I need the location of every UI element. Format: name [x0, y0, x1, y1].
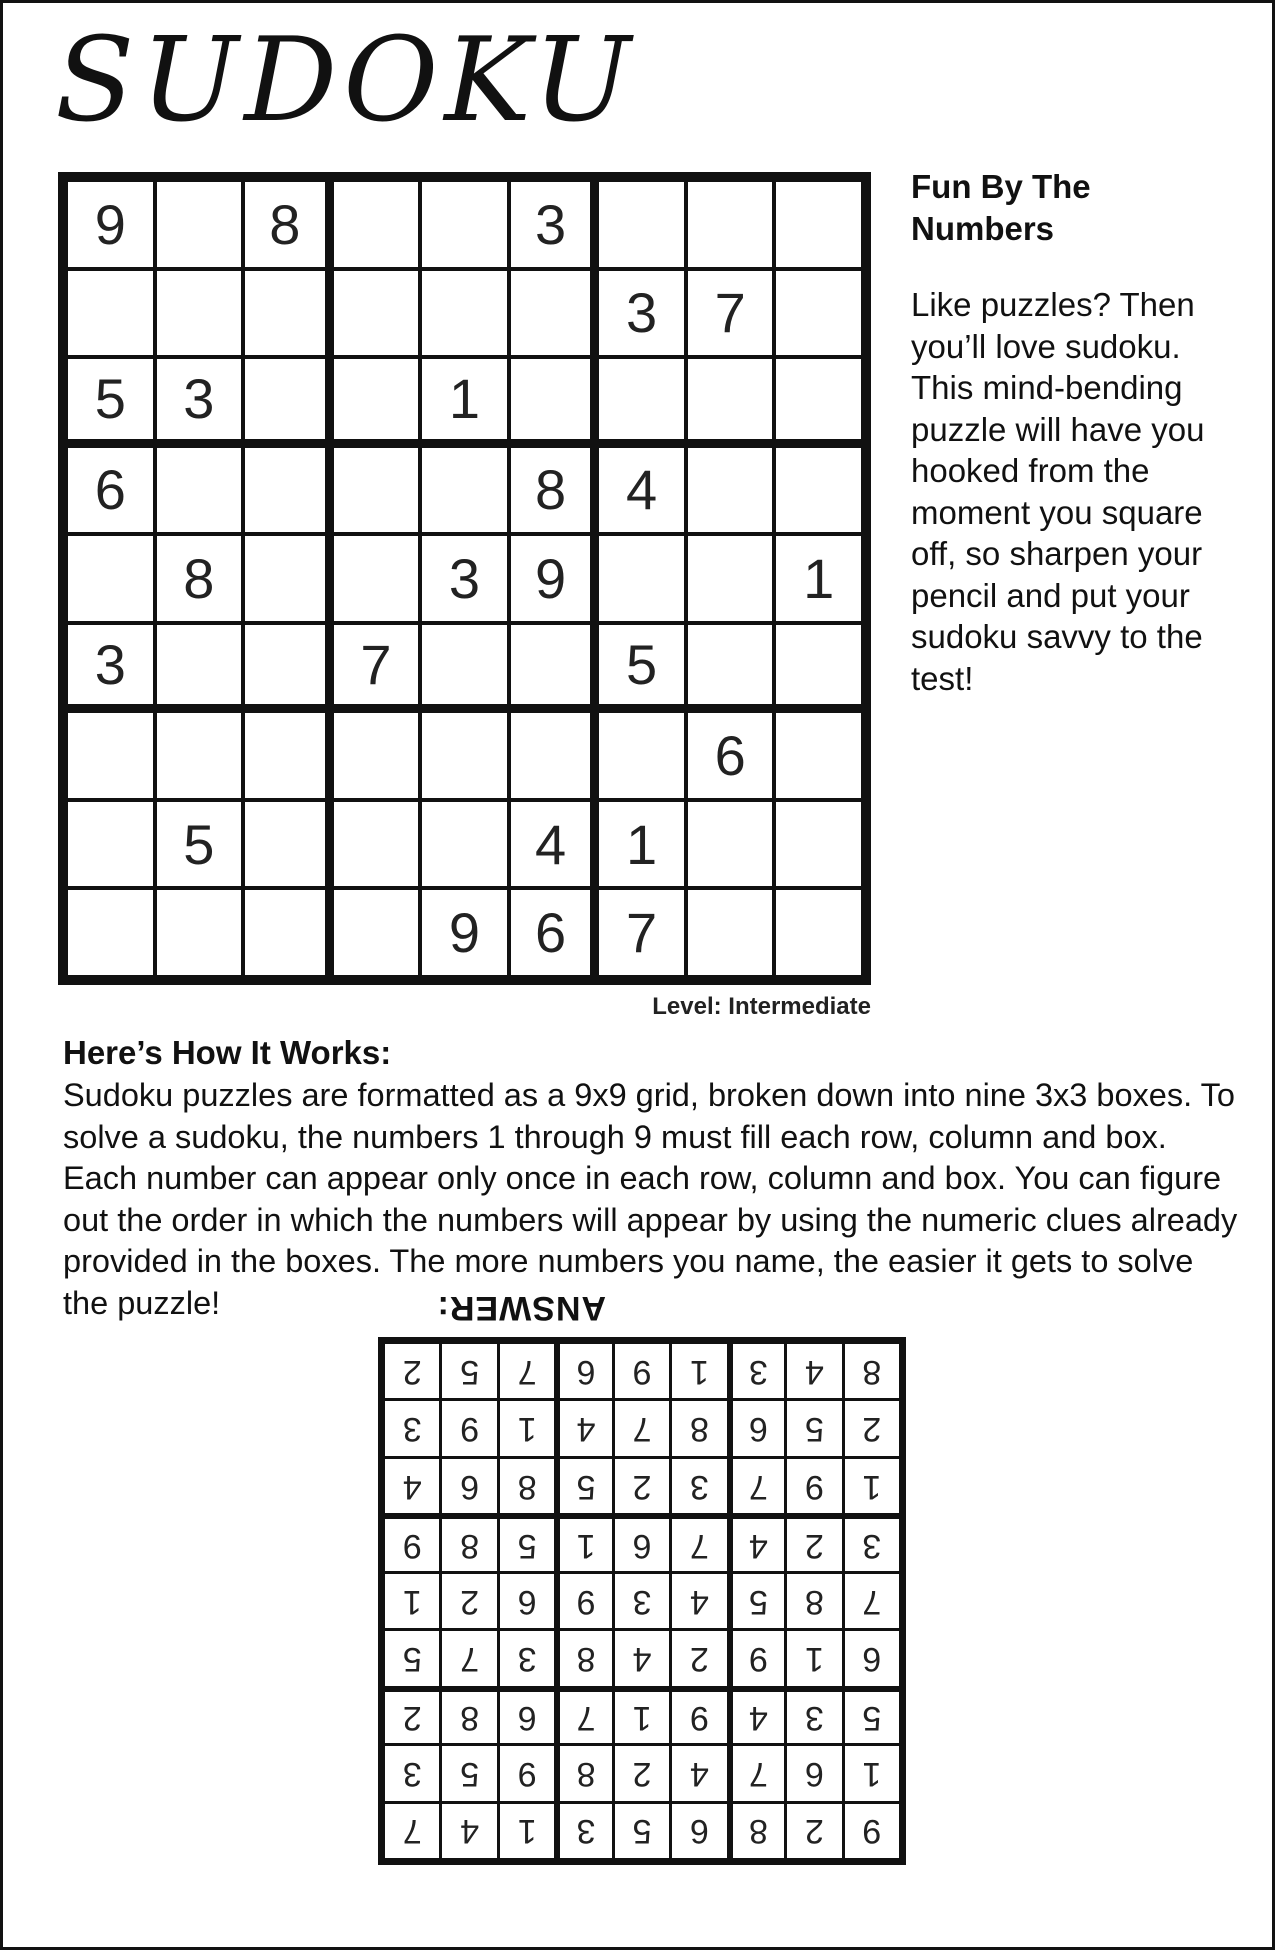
answer-cell: 6 — [787, 1746, 841, 1800]
puzzle-cell — [776, 448, 861, 533]
puzzle-cell — [776, 802, 861, 887]
answer-cell: 8 — [442, 1692, 496, 1743]
puzzle-cell — [334, 890, 419, 975]
puzzle-cell — [334, 182, 419, 267]
puzzle-cell — [776, 359, 861, 439]
answer-cell: 3 — [500, 1631, 554, 1685]
answer-cell: 6 — [500, 1692, 554, 1743]
answer-cell: 4 — [672, 1574, 726, 1628]
answer-cell: 8 — [733, 1804, 784, 1858]
puzzle-cell: 5 — [599, 625, 684, 705]
difficulty-level: Level: Intermediate — [652, 993, 871, 1020]
puzzle-cell: 8 — [157, 536, 242, 621]
puzzle-cell — [776, 271, 861, 356]
puzzle-cell — [334, 359, 419, 439]
answer-cell: 3 — [672, 1459, 726, 1513]
answer-cell: 6 — [672, 1804, 726, 1858]
puzzle-cell — [688, 182, 773, 267]
answer-cell: 2 — [615, 1746, 669, 1800]
answer-cell: 6 — [500, 1574, 554, 1628]
answer-cell: 8 — [442, 1519, 496, 1570]
answer-cell: 1 — [500, 1401, 554, 1455]
answer-cell: 4 — [672, 1746, 726, 1800]
puzzle-cell — [688, 890, 773, 975]
answer-cell: 7 — [845, 1574, 899, 1628]
puzzle-cell — [68, 802, 153, 887]
puzzle-cell — [776, 182, 861, 267]
puzzle-cell — [422, 713, 507, 798]
puzzle-cell — [334, 536, 419, 621]
puzzle-cell — [157, 890, 242, 975]
answer-cell: 1 — [500, 1804, 554, 1858]
answer-cell: 1 — [845, 1459, 899, 1513]
answer-cell: 2 — [385, 1344, 439, 1398]
puzzle-cell: 4 — [511, 802, 591, 887]
answer-cell: 4 — [615, 1631, 669, 1685]
instructions-heading: Here’s How It Works: — [63, 1034, 392, 1071]
puzzle-cell — [599, 713, 684, 798]
answer-cell: 1 — [845, 1746, 899, 1800]
answer-block — [378, 1289, 906, 1865]
puzzle-cell — [157, 271, 242, 356]
puzzle-cell: 6 — [511, 890, 591, 975]
answer-cell: 2 — [672, 1631, 726, 1685]
puzzle-cell: 8 — [245, 182, 325, 267]
puzzle-cell: 3 — [68, 625, 153, 705]
puzzle-cell — [422, 448, 507, 533]
answer-cell: 3 — [615, 1574, 669, 1628]
puzzle-cell: 7 — [599, 890, 684, 975]
answer-cell: 4 — [442, 1804, 496, 1858]
answer-cell: 9 — [442, 1401, 496, 1455]
puzzle-cell: 1 — [776, 536, 861, 621]
puzzle-cell — [599, 182, 684, 267]
answer-cell: 5 — [787, 1401, 841, 1455]
sidebar-body: Like puzzles? Then you’ll love sudoku. This mind-bending puzzle will have you hooked from the moment you square off, so sharpen your pencil and put your sudoku savvy to the test! — [911, 286, 1205, 697]
answer-cell: 9 — [787, 1459, 841, 1513]
puzzle-cell — [422, 182, 507, 267]
answer-cell: 2 — [385, 1692, 439, 1743]
puzzle-cell: 9 — [511, 536, 591, 621]
answer-cell: 5 — [560, 1459, 611, 1513]
puzzle-cell: 7 — [334, 625, 419, 705]
answer-cell: 3 — [787, 1692, 841, 1743]
answer-cell: 8 — [672, 1401, 726, 1455]
puzzle-grid — [58, 172, 871, 985]
answer-cell: 1 — [672, 1344, 726, 1398]
puzzle-cell — [245, 713, 325, 798]
puzzle-cell — [688, 625, 773, 705]
puzzle-cell — [68, 713, 153, 798]
puzzle-cell — [245, 448, 325, 533]
answer-cell: 5 — [500, 1519, 554, 1570]
puzzle-cell — [511, 359, 591, 439]
puzzle-cell — [157, 182, 242, 267]
puzzle-cell: 4 — [599, 448, 684, 533]
puzzle-cell — [688, 448, 773, 533]
sidebar-intro — [911, 166, 1241, 699]
answer-cell: 6 — [442, 1459, 496, 1513]
answer-cell: 1 — [560, 1519, 611, 1570]
answer-cell: 6 — [845, 1631, 899, 1685]
puzzle-cell — [776, 890, 861, 975]
puzzle-cell — [245, 802, 325, 887]
puzzle-cell — [334, 802, 419, 887]
puzzle-cell — [511, 625, 591, 705]
answer-cell: 5 — [442, 1746, 496, 1800]
puzzle-cell — [68, 271, 153, 356]
answer-cell: 4 — [733, 1692, 784, 1743]
puzzle-cell — [334, 271, 419, 356]
answer-cell: 2 — [845, 1401, 899, 1455]
puzzle-cell — [334, 713, 419, 798]
answer-cell: 7 — [733, 1746, 784, 1800]
answer-cell: 9 — [385, 1519, 439, 1570]
puzzle-cell — [511, 271, 591, 356]
puzzle-cell: 6 — [68, 448, 153, 533]
answer-cell: 5 — [442, 1344, 496, 1398]
puzzle-cell — [688, 359, 773, 439]
puzzle-cell: 3 — [599, 271, 684, 356]
answer-cell: 3 — [385, 1401, 439, 1455]
puzzle-cell: 7 — [688, 271, 773, 356]
answer-cell: 8 — [560, 1631, 611, 1685]
answer-cell: 7 — [442, 1631, 496, 1685]
puzzle-cell: 5 — [157, 802, 242, 887]
answer-cell: 9 — [733, 1631, 784, 1685]
instructions-body: Sudoku puzzles are formatted as a 9x9 grid, broken down into nine 3x3 boxes. To solve a sudoku, the numbers 1 through 9 must fill each row, column and box. Each number can appear only once in each row, column and box. You can figure out the order in which the numbers will appear by using the numeric clues already provided in the boxes. The more numbers you name, the easier it gets to solve the puzzle! — [63, 1077, 1238, 1321]
answer-cell: 5 — [733, 1574, 784, 1628]
puzzle-cell — [422, 625, 507, 705]
answer-cell: 2 — [442, 1574, 496, 1628]
sidebar-heading: Fun By The Numbers — [911, 168, 1091, 247]
answer-cell: 7 — [615, 1401, 669, 1455]
answer-cell: 7 — [560, 1692, 611, 1743]
puzzle-cell — [68, 890, 153, 975]
answer-cell: 8 — [560, 1746, 611, 1800]
answer-grid — [378, 1337, 906, 1865]
answer-cell: 4 — [560, 1401, 611, 1455]
puzzle-cell — [334, 448, 419, 533]
puzzle-cell — [68, 536, 153, 621]
puzzle-cell — [776, 713, 861, 798]
puzzle-cell: 8 — [511, 448, 591, 533]
answer-cell: 4 — [733, 1519, 784, 1570]
answer-cell: 3 — [733, 1344, 784, 1398]
puzzle-cell — [599, 536, 684, 621]
answer-cell: 2 — [787, 1804, 841, 1858]
answer-cell: 9 — [615, 1344, 669, 1398]
answer-cell: 5 — [615, 1804, 669, 1858]
answer-cell: 6 — [615, 1519, 669, 1570]
answer-cell: 3 — [385, 1746, 439, 1800]
answer-cell: 7 — [733, 1459, 784, 1513]
answer-cell: 2 — [787, 1519, 841, 1570]
answer-cell: 3 — [560, 1804, 611, 1858]
puzzle-cell: 5 — [68, 359, 153, 439]
puzzle-cell — [157, 625, 242, 705]
puzzle-cell: 3 — [157, 359, 242, 439]
answer-cell: 5 — [385, 1631, 439, 1685]
puzzle-cell: 9 — [68, 182, 153, 267]
answer-cell: 1 — [385, 1574, 439, 1628]
puzzle-cell: 3 — [511, 182, 591, 267]
answer-cell: 1 — [787, 1631, 841, 1685]
answer-cell: 2 — [615, 1459, 669, 1513]
answer-cell: 3 — [845, 1519, 899, 1570]
puzzle-cell — [157, 448, 242, 533]
puzzle-cell — [688, 536, 773, 621]
answer-cell: 4 — [385, 1459, 439, 1513]
answer-cell: 9 — [845, 1804, 899, 1858]
puzzle-cell: 1 — [422, 359, 507, 439]
answer-cell: 9 — [560, 1574, 611, 1628]
answer-cell: 9 — [672, 1692, 726, 1743]
puzzle-cell: 6 — [688, 713, 773, 798]
puzzle-cell: 9 — [422, 890, 507, 975]
answer-cell: 7 — [385, 1804, 439, 1858]
puzzle-cell — [599, 359, 684, 439]
puzzle-cell — [422, 271, 507, 356]
puzzle-cell — [157, 713, 242, 798]
answer-cell: 8 — [500, 1459, 554, 1513]
answer-cell: 4 — [787, 1344, 841, 1398]
answer-cell: 1 — [615, 1692, 669, 1743]
puzzle-cell — [245, 359, 325, 439]
puzzle-cell — [245, 536, 325, 621]
answer-cell: 8 — [845, 1344, 899, 1398]
answer-cell: 6 — [560, 1344, 611, 1398]
puzzle-cell — [422, 802, 507, 887]
answer-cell: 8 — [787, 1574, 841, 1628]
answer-cell: 7 — [500, 1344, 554, 1398]
page-title: SUDOKU — [55, 13, 637, 148]
puzzle-cell — [245, 625, 325, 705]
puzzle-cell — [688, 802, 773, 887]
answer-cell: 5 — [845, 1692, 899, 1743]
answer-cell: 7 — [672, 1519, 726, 1570]
puzzle-cell — [776, 625, 861, 705]
answer-cell: 9 — [500, 1746, 554, 1800]
answer-label: ANSWER: — [436, 1289, 606, 1327]
answer-cell: 6 — [733, 1401, 784, 1455]
puzzle-cell: 3 — [422, 536, 507, 621]
puzzle-cell — [245, 271, 325, 356]
puzzle-cell — [245, 890, 325, 975]
puzzle-cell — [511, 713, 591, 798]
puzzle-cell: 1 — [599, 802, 684, 887]
